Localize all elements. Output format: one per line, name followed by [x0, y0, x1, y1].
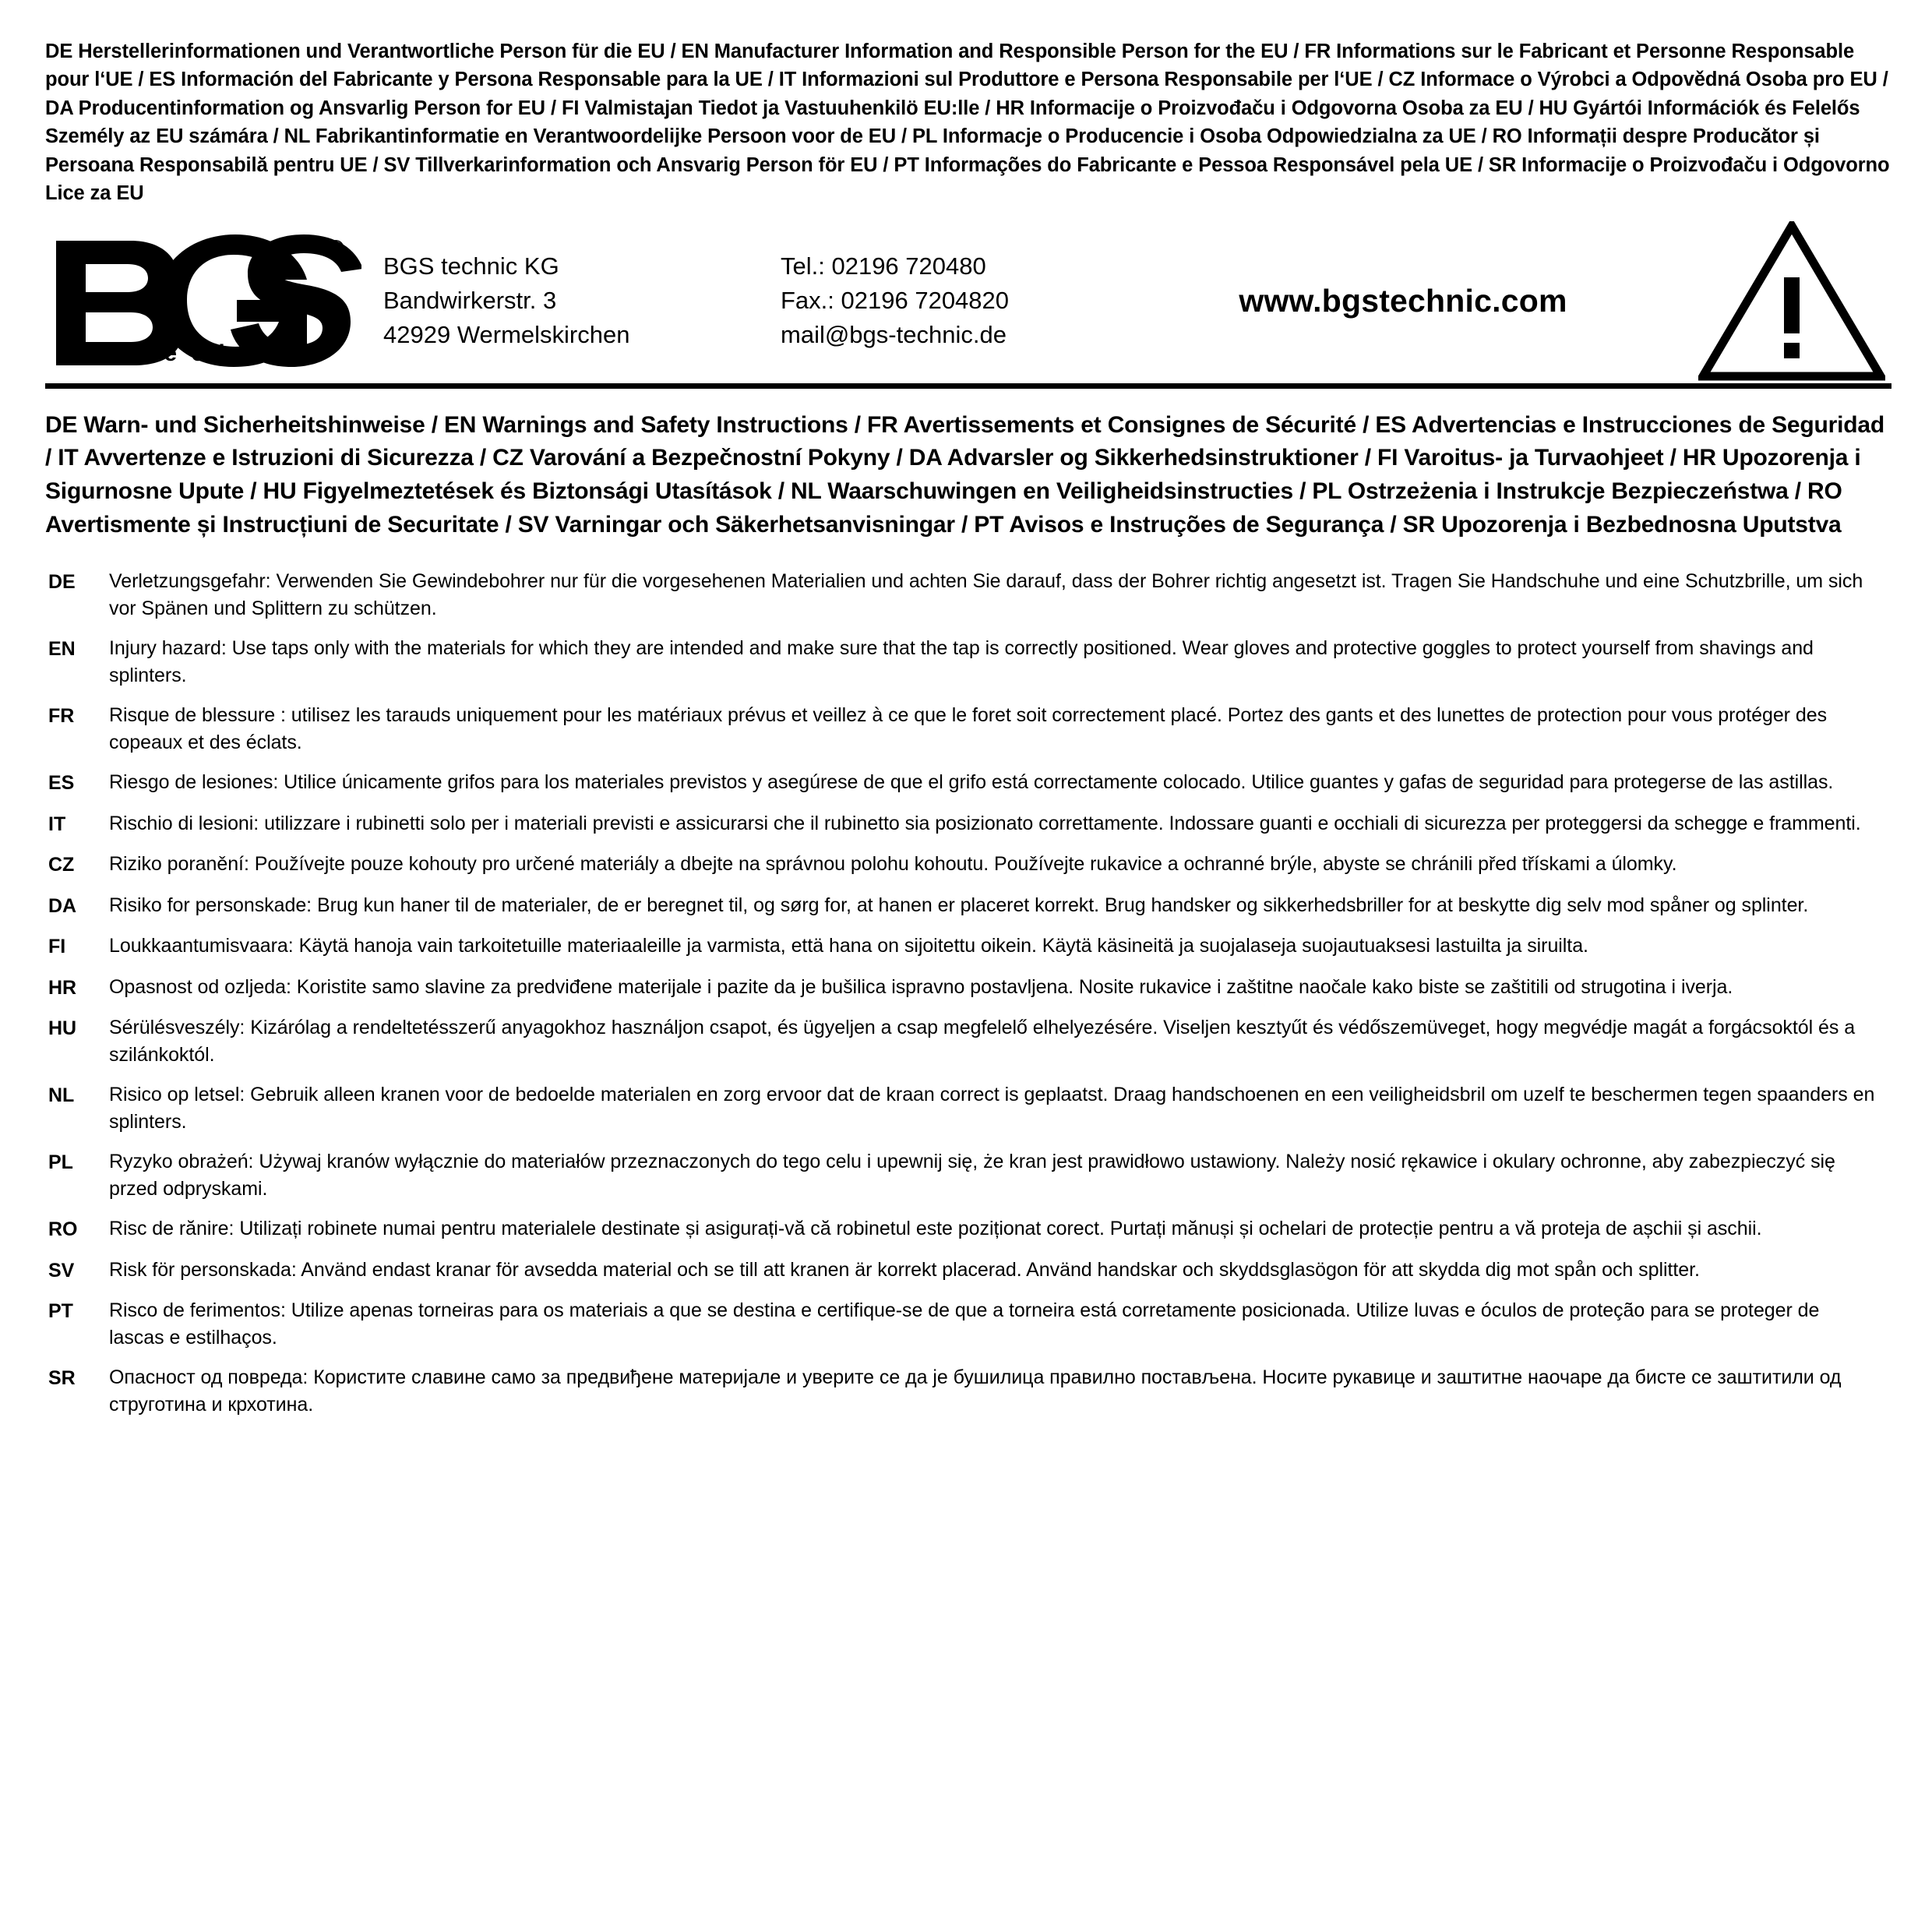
- language-code: SV: [48, 1259, 75, 1282]
- language-code: PL: [48, 1151, 73, 1174]
- language-code: DE: [48, 571, 76, 594]
- language-code: FI: [48, 936, 66, 958]
- language-code: RO: [48, 1218, 78, 1241]
- company-city: 42929 Wermelskirchen: [383, 321, 630, 349]
- instruction-text: Ryzyko obrażeń: Używaj kranów wyłącznie do materiałów przeznaczonych do tego celu i upewnij się, że kran jest prawidłowo ustawiony. Należy nosić rękawice i okulary ochronne, aby zabezpieczyć się przed odpryskami.: [109, 1151, 1835, 1200]
- instruction-text: Risk för personskada: Använd endast kranar för avsedda material och se till att kranen är korrekt placerad. Använd handskar och skyddsglasögon för att skydda dig mot spån och splitter.: [109, 1258, 1700, 1281]
- bgs-logo: [45, 234, 372, 367]
- svg-text:®: ®: [327, 236, 345, 263]
- list-item: [45, 568, 1876, 622]
- language-code: IT: [48, 813, 66, 835]
- instruction-text: Sérülésveszély: Kizárólag a rendeltetésszerű anyagokhoz használjon csapot, és ügyeljen a csap megfelelő elhelyezésére. Viseljen kesztyűt és védőszemüveget, hogy megvédje magát a forgácsoktól és a szilánkoktól.: [109, 1017, 1856, 1066]
- company-website[interactable]: www.bgstechnic.com: [1239, 282, 1567, 319]
- list-item: [45, 769, 1876, 797]
- instruction-text: Opasnost od ozljeda: Koristite samo slavine za predviđene materijale i pazite da je bušilica ispravno postavljena. Nosite rukavice i zaštitne naočale kako biste se zaštitili od strugotina i iverja.: [109, 975, 1733, 998]
- instruction-text: Riziko poranění: Používejte pouze kohouty pro určené materiály a dbejte na správnou polohu kohoutu. Používejte rukavice a ochranné brýle, abyste se chránili před třískami a úlomky.: [109, 853, 1677, 876]
- list-item: [45, 1148, 1876, 1202]
- list-item: [45, 974, 1876, 1002]
- company-name: BGS technic KG: [383, 252, 559, 280]
- language-code: PT: [48, 1300, 73, 1323]
- list-item: [45, 1257, 1876, 1285]
- list-item: [45, 892, 1876, 920]
- language-code: FR: [48, 705, 75, 728]
- instruction-text: Risico op letsel: Gebruik alleen kranen voor de bedoelde materialen en zorg ervoor dat de kraan correct is geplaatst. Draag handschoenen en een veiligheidsbril om uzelf te beschermen tegen spaanders en splinters.: [109, 1084, 1875, 1133]
- instruction-text: Risco de ferimentos: Utilize apenas torneiras para os materiais a que se destina e certifique-se de que a torneira está corretamente posicionada. Utilize luvas e óculos de proteção para se proteger de lascas e estilhaços.: [109, 1299, 1820, 1349]
- language-code: ES: [48, 772, 75, 795]
- company-street: Bandwirkerstr. 3: [383, 287, 557, 315]
- language-code: HU: [48, 1017, 77, 1040]
- company-address: [372, 249, 781, 352]
- warnings-safety-heading: DE Warn- und Sicherheitshinweise / EN Warnings and Safety Instructions / FR Avertissements et Consignes de Sécurité / ES Advertencias e Instrucciones de Seguridad / IT Avvertenze e Istruzioni di Sicurezza / CZ Varování a Bezpečnostní Pokyny / DA Advarsler og Sikkerhedsinstruktioner / FI Varoitus- ja Turvaohjeet / HR Upozorenja i Sigurnosne Upute / HU Figyelmeztetések és Biztonsági Utasítások / NL Waarschuwingen en Veiligheidsinstructies / PL Ostrzeżenia i Instrukcje Bezpieczeństwa / RO Avertismente și Instrucțiuni de Securitate / SV Varningar och Säkerhetsanvisningar / PT Avisos e Instruções de Segurança / SR Upozorenja i Bezbednosna Uputstva: [45, 411, 1884, 538]
- language-code: HR: [48, 976, 77, 999]
- language-code: SR: [48, 1367, 76, 1390]
- instruction-text: Rischio di lesioni: utilizzare i rubinetti solo per i materiali previsti e assicurarsi che il rubinetto sia posizionato correttamente. Indossare guanti e occhiali di sicurezza per proteggersi da schegge e frammenti.: [109, 812, 1861, 834]
- list-item: [45, 1364, 1876, 1418]
- list-item: [45, 1014, 1876, 1068]
- list-item: [45, 702, 1876, 756]
- company-header-band: [45, 219, 1891, 389]
- company-email[interactable]: mail@bgs-technic.de: [781, 321, 1007, 349]
- list-item: [45, 1215, 1876, 1243]
- instruction-text: Risc de rănire: Utilizați robinete numai pentru materialele destinate și asigurați-vă că robinetul este poziționat corect. Purtați mănuși și ochelari de protecție pentru a vă proteja de așchii și aschii.: [109, 1218, 1762, 1240]
- instruction-text: Loukkaantumisvaara: Käytä hanoja vain tarkoitetuille materiaaleille ja varmista, että hana on sijoitettu oikein. Käytä käsineitä ja suojalaseja suojautuaksesi lastuilta ja siruilta.: [109, 935, 1588, 957]
- list-item: [45, 933, 1876, 961]
- company-telephone: Tel.: 02196 720480: [781, 252, 986, 280]
- company-fax: Fax.: 02196 7204820: [781, 287, 1010, 315]
- list-item: [45, 810, 1876, 838]
- warning-triangle-icon: [1690, 221, 1891, 381]
- language-code: NL: [48, 1084, 75, 1107]
- language-code: EN: [48, 638, 76, 661]
- list-item: [45, 1297, 1876, 1351]
- instruction-text: Risiko for personskade: Brug kun haner til de materialer, de er beregnet til, og sørg for, at hanen er placeret korrekt. Brug handsker og sikkerhedsbriller for at beskytte dig selv mod spåner og splinter.: [109, 894, 1809, 916]
- svg-text:t e c h n i c: t e c h n i c: [142, 340, 314, 367]
- company-contact: [781, 249, 1147, 352]
- instruction-text: Injury hazard: Use taps only with the materials for which they are intended and make sure that the tap is correctly positioned. Wear gloves and protective goggles to protect yourself from shavings and splinters.: [109, 637, 1814, 686]
- instruction-text: Verletzungsgefahr: Verwenden Sie Gewindebohrer nur für die vorgesehenen Materialien und achten Sie darauf, dass der Bohrer richtig angesetzt ist. Tragen Sie Handschuhe und eine Schutzbrille, um sich vor Spänen und Splittern zu schützen.: [109, 570, 1863, 619]
- list-item: [45, 1081, 1876, 1135]
- list-item: [45, 635, 1876, 689]
- list-item: [45, 851, 1876, 879]
- manufacturer-information-heading: DE Herstellerinformationen und Verantwortliche Person für die EU / EN Manufacturer Information and Responsible Person for the EU / FR Informations sur le Fabricant et Personne Responsable pour l‘UE / ES Información del Fabricante y Persona Responsable para la UE / IT Informazioni sul Produttore e Persona Responsabile per l‘UE / CZ Informace o Výrobci a Odpovědná Osoba pro EU / DA Producentinformation og Ansvarlig Person for EU / FI Valmistajan Tiedot ja Vastuuhenkilö EU:lle / HR Informacije o Proizvođaču i Odgovorna Osoba za EU / HU Gyártói Információk és Felelős Személy az EU számára / NL Fabrikantinformatie en Verantwoordelijke Persoon voor de EU / PL Informacje o Producencie i Osoba Odpowiedzialna za UE / RO Informații despre Producător și Persoana Responsabilă pentru UE / SV Tillverkarinformation och Ansvarig Person för EU / PT Informações do Fabricante e Pessoa Responsável pela UE / SR Informacije o Proizvođaču i Odgovorno Lice za EU: [45, 41, 1890, 205]
- language-code: CZ: [48, 854, 75, 876]
- instruction-text: Riesgo de lesiones: Utilice únicamente grifos para los materiales previstos y asegúrese de que el grifo está correctamente colocado. Utilice guantes y gafas de seguridad para protegerse de las astillas.: [109, 771, 1834, 794]
- instructions-list: [45, 568, 1876, 1418]
- language-code: DA: [48, 894, 77, 917]
- instruction-text: Risque de blessure : utilisez les tarauds uniquement pour les matériaux prévus et veillez à ce que le foret soit correctement placé. Portez des gants et des lunettes de protection pour vous protéger des copeaux et des éclats.: [109, 704, 1828, 753]
- instruction-text: Опасност од повреда: Користите славине само за предвиђене материјале и уверите се да је бушилица правилно постављена. Носите рукавице и заштитне наочаре да бисте се заштитили од струготина и крхотина.: [109, 1366, 1842, 1416]
